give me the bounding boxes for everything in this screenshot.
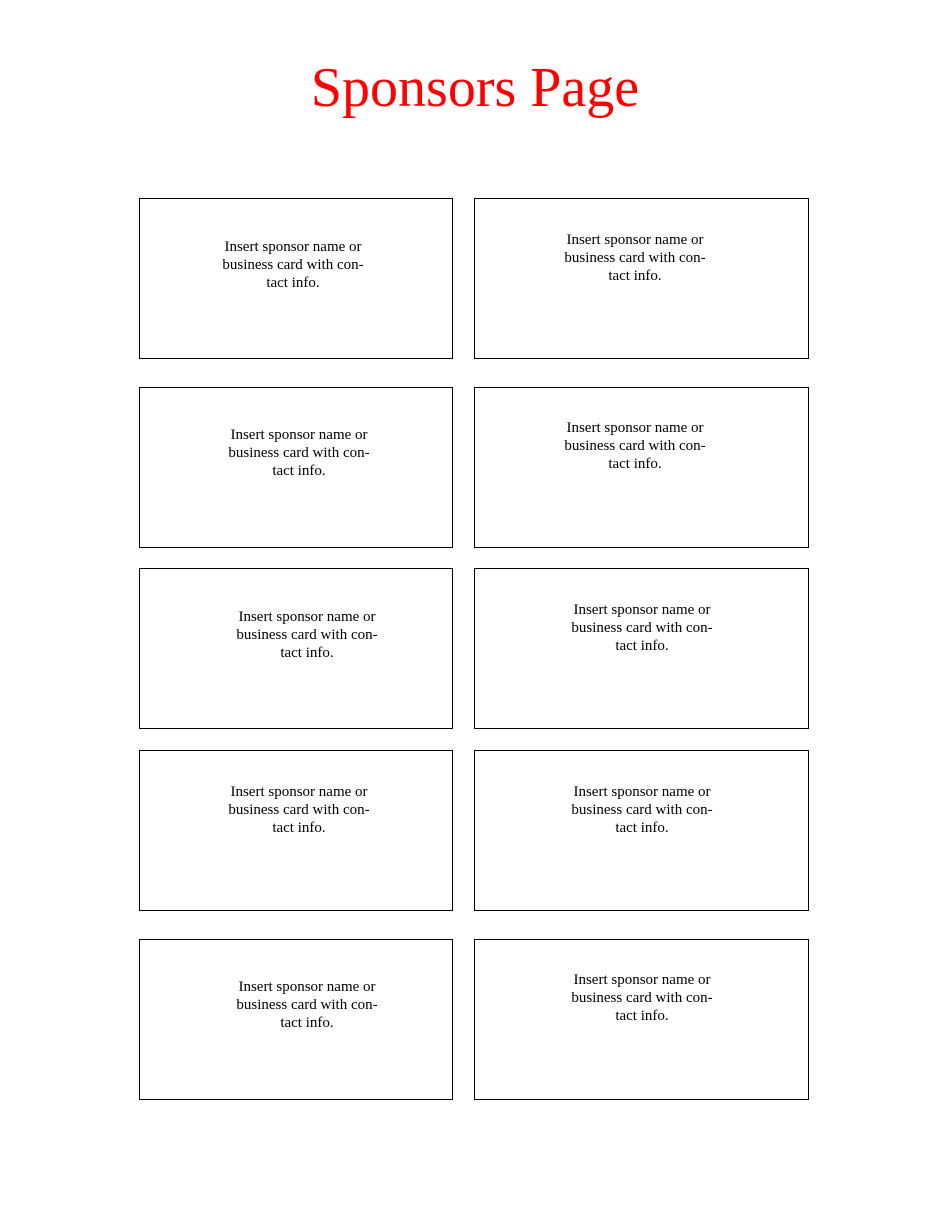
card-line: tact info. bbox=[280, 1014, 334, 1031]
sponsor-card-2 bbox=[474, 198, 809, 359]
card-line: Insert sponsor name or bbox=[230, 784, 368, 800]
card-line: tact info. bbox=[608, 267, 662, 284]
card-line: Insert sponsor name or bbox=[238, 609, 376, 625]
card-line: tact info. bbox=[272, 462, 326, 479]
card-line: Insert sponsor name or bbox=[573, 972, 711, 988]
card-line: business card with con- bbox=[571, 619, 713, 636]
sponsor-card-text bbox=[555, 232, 715, 285]
card-line: tact info. bbox=[280, 644, 334, 661]
card-line: business card with con- bbox=[571, 989, 713, 1006]
card-line: business card with con- bbox=[228, 801, 370, 818]
sponsor-card-8 bbox=[474, 750, 809, 911]
card-line: business card with con- bbox=[564, 249, 706, 266]
card-line: business card with con- bbox=[571, 801, 713, 818]
card-line: Insert sponsor name or bbox=[573, 784, 711, 800]
sponsor-card-text bbox=[219, 427, 379, 480]
card-line: business card with con- bbox=[222, 256, 364, 273]
sponsor-card-text bbox=[555, 420, 715, 473]
card-line: Insert sponsor name or bbox=[573, 602, 711, 618]
card-line: Insert sponsor name or bbox=[566, 232, 704, 248]
card-line: tact info. bbox=[615, 1007, 669, 1024]
sponsor-card-7 bbox=[139, 750, 453, 911]
sponsor-card-10 bbox=[474, 939, 809, 1100]
sponsor-card-1 bbox=[139, 198, 453, 359]
card-line: Insert sponsor name or bbox=[238, 979, 376, 995]
card-line: business card with con- bbox=[236, 996, 378, 1013]
sponsor-card-text bbox=[213, 239, 373, 292]
sponsor-card-5 bbox=[139, 568, 453, 729]
card-line: Insert sponsor name or bbox=[230, 427, 368, 443]
sponsor-card-6 bbox=[474, 568, 809, 729]
sponsor-card-text bbox=[562, 784, 722, 837]
card-line: tact info. bbox=[266, 274, 320, 291]
sponsor-card-text bbox=[562, 602, 722, 655]
card-line: tact info. bbox=[615, 637, 669, 654]
card-line: tact info. bbox=[608, 455, 662, 472]
card-line: business card with con- bbox=[236, 626, 378, 643]
card-line: tact info. bbox=[615, 819, 669, 836]
card-line: business card with con- bbox=[564, 437, 706, 454]
sponsor-card-3 bbox=[139, 387, 453, 548]
sponsor-card-9 bbox=[139, 939, 453, 1100]
sponsor-card-text bbox=[227, 609, 387, 662]
sponsor-card-text bbox=[562, 972, 722, 1025]
card-line: Insert sponsor name or bbox=[566, 420, 704, 436]
sponsor-card-4 bbox=[474, 387, 809, 548]
sponsor-card-text bbox=[219, 784, 379, 837]
card-line: business card with con- bbox=[228, 444, 370, 461]
card-line: Insert sponsor name or bbox=[224, 239, 362, 255]
page-title: Sponsors Page bbox=[310, 57, 640, 119]
sponsor-card-text bbox=[227, 979, 387, 1032]
card-line: tact info. bbox=[272, 819, 326, 836]
